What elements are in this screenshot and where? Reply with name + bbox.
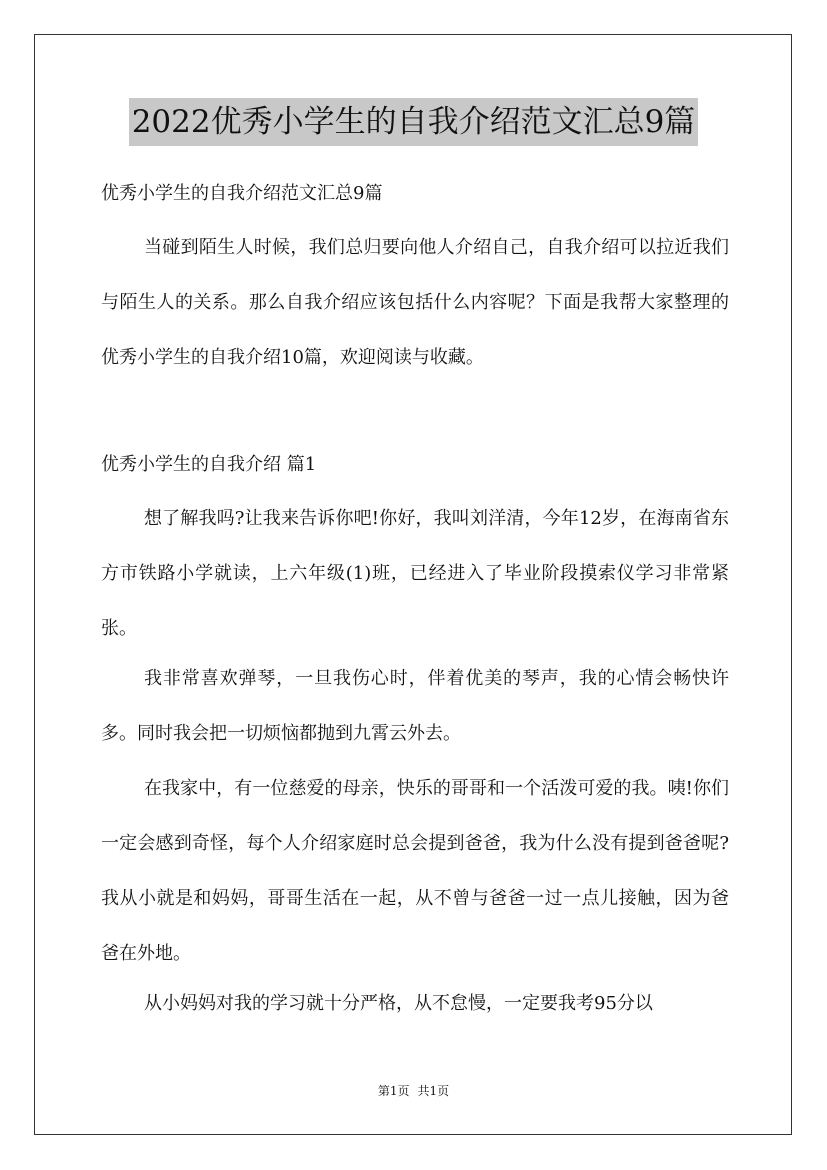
section-heading: 优秀小学生的自我介绍 篇1	[101, 454, 317, 475]
title-container	[0, 98, 827, 146]
page-total: 共1页	[417, 1084, 450, 1098]
page-number: 第1页	[377, 1084, 410, 1098]
document-title: 2022优秀小学生的自我介绍范文汇总9篇	[129, 98, 699, 146]
body-paragraph-3: 在我家中，有一位慈爱的母亲，快乐的哥哥和一个活泼可爱的我。咦!你们一定会感到奇怪，每个人介绍家庭时总会提到爸爸，我为什么没有提到爸爸呢?我从小就是和妈妈，哥哥生活在一起，从不曾与爸爸一过一点儿接触，因为爸爸在外地。	[101, 778, 729, 964]
intro-paragraph: 当碰到陌生人时候，我们总归要向他人介绍自己，自我介绍可以拉近我们与陌生人的关系。那么自我介绍应该包括什么内容呢？下面是我帮大家整理的优秀小学生的自我介绍10篇，欢迎阅读与收藏。	[101, 237, 729, 368]
page-footer	[0, 1083, 827, 1099]
document-subtitle: 优秀小学生的自我介绍范文汇总9篇	[101, 183, 383, 204]
body-paragraph-1: 想了解我吗?让我来告诉你吧!你好，我叫刘洋清，今年12岁，在海南省东方市铁路小学就读，上六年级(1)班，已经进入了毕业阶段摸索仪学习非常紧张。	[101, 508, 729, 639]
body-paragraph-4: 从小妈妈对我的学习就十分严格，从不怠慢，一定要我考95分以	[144, 993, 653, 1014]
body-paragraph-2: 我非常喜欢弹琴，一旦我伤心时，伴着优美的琴声，我的心情会畅快许多。同时我会把一切烦恼都抛到九霄云外去。	[101, 668, 729, 744]
